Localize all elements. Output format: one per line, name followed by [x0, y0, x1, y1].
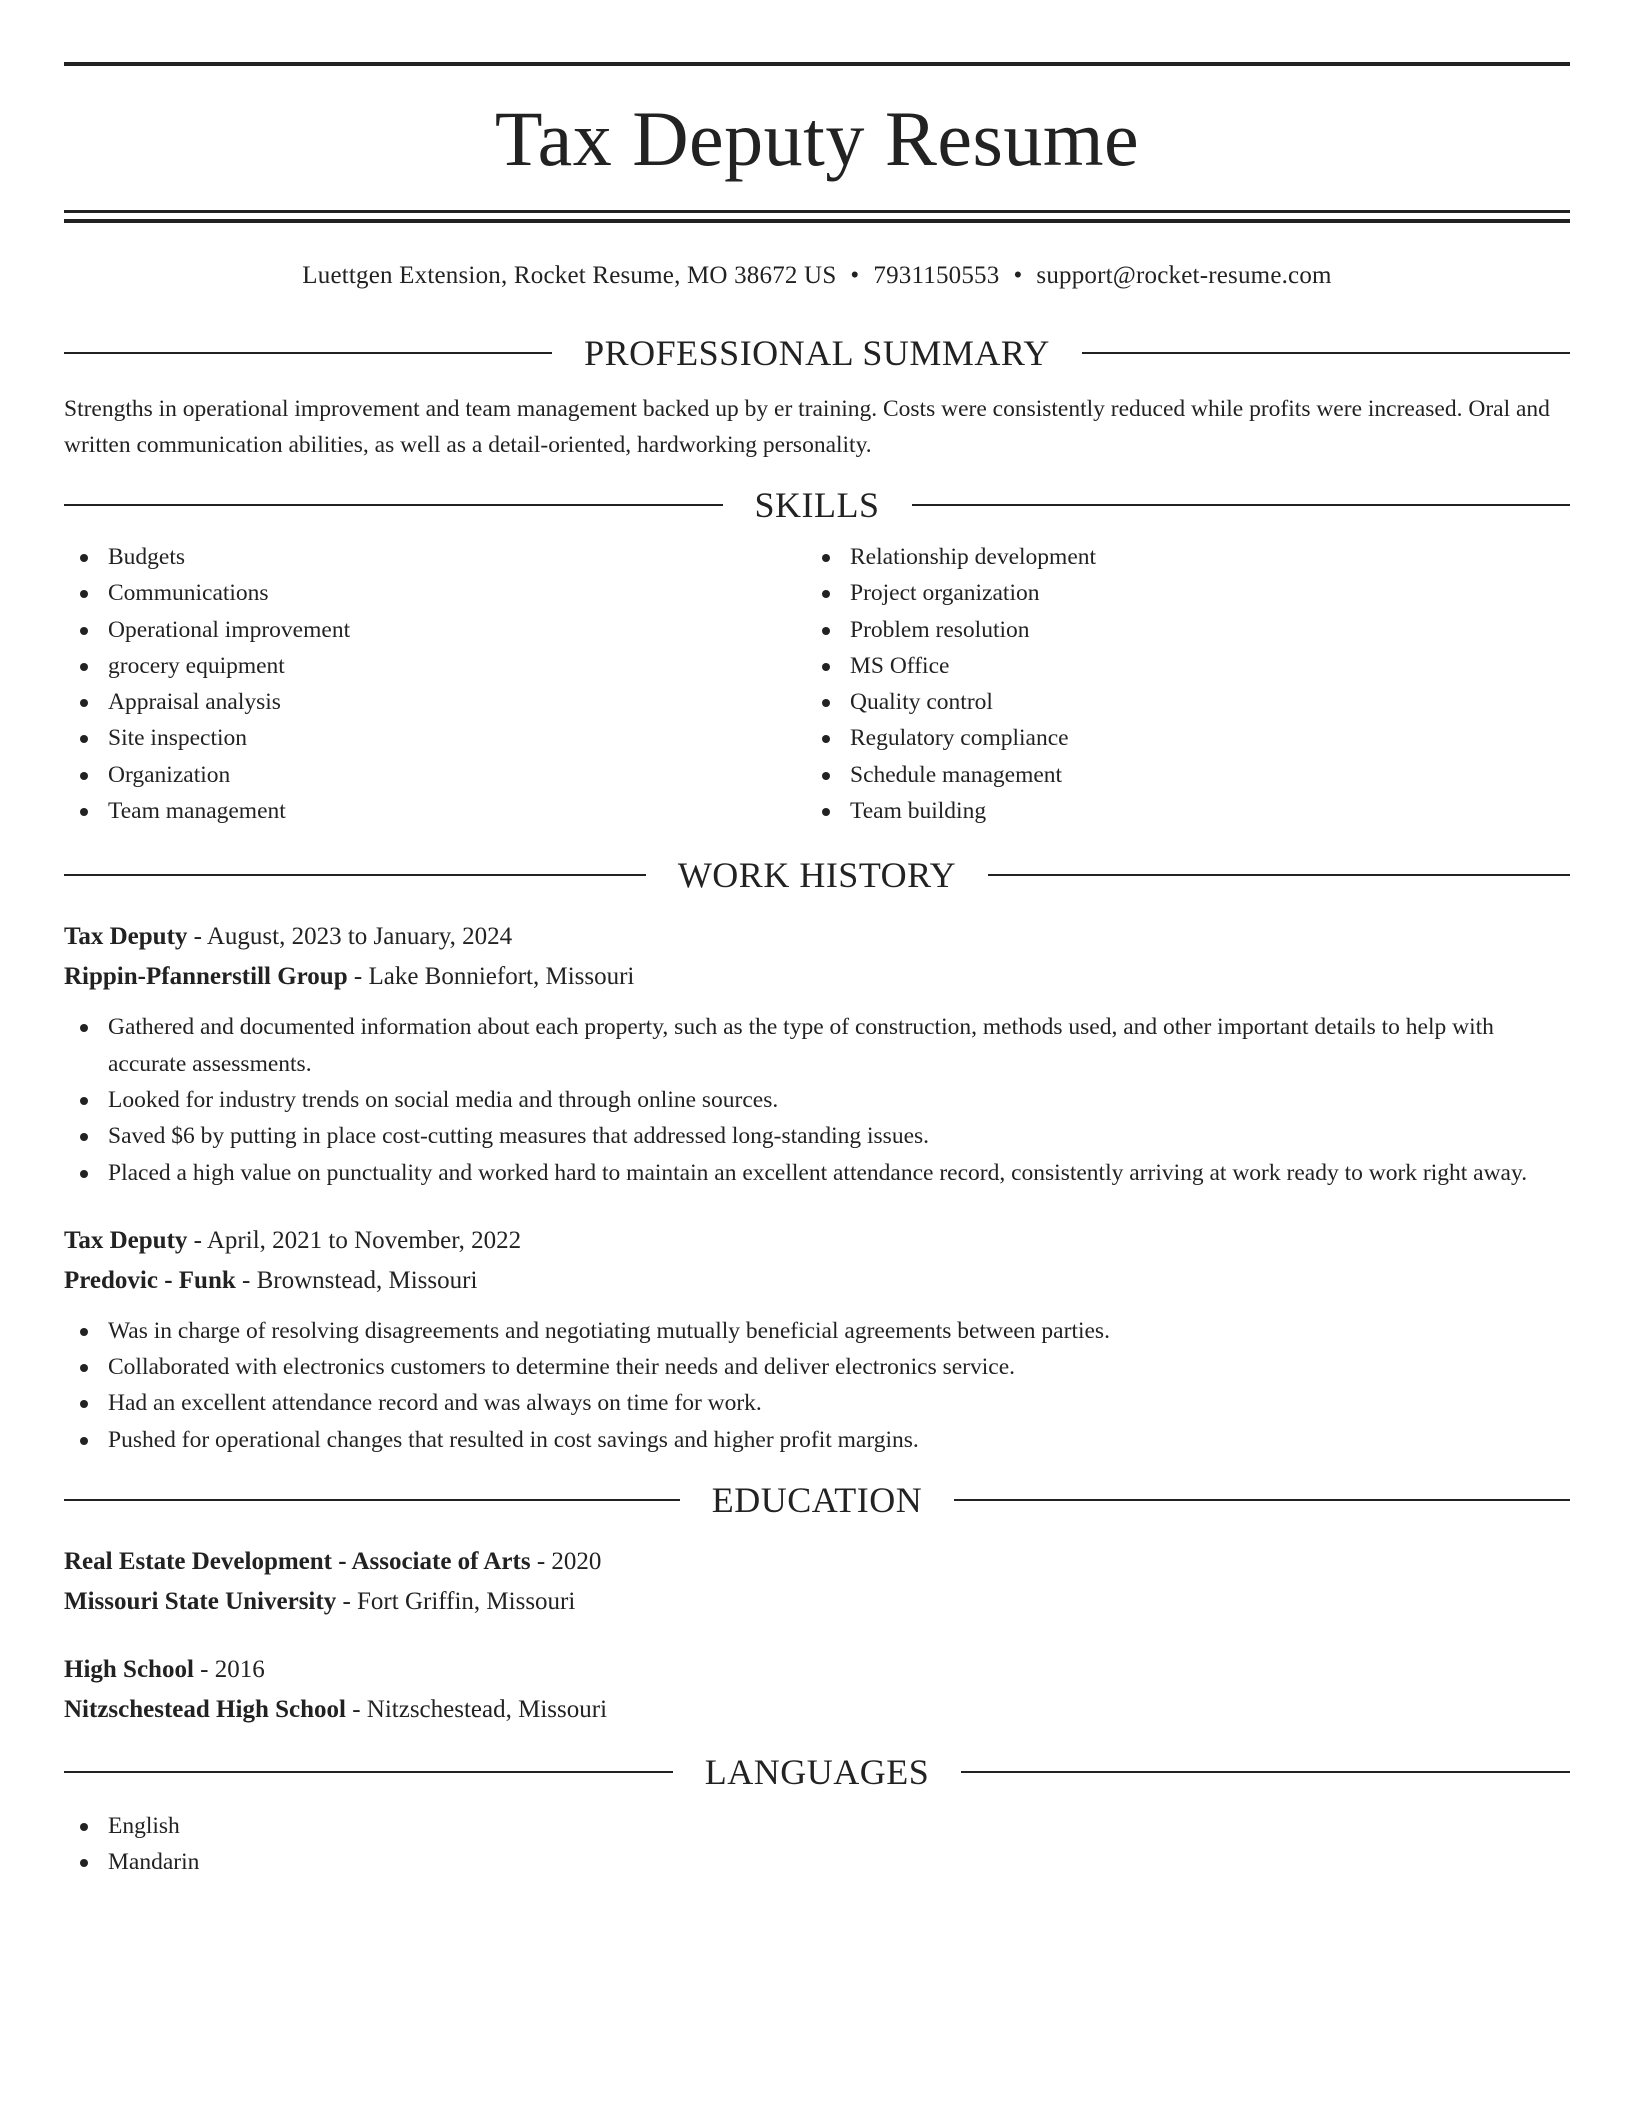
title-rule-lower	[64, 219, 1570, 223]
job-company: Predovic - Funk	[64, 1266, 236, 1294]
job-bullet: Placed a high value on punctuality and worked hard to maintain an excellent attendance record, consistently arriving at work ready to work right away.	[64, 1155, 1570, 1191]
skills-columns	[64, 539, 1570, 829]
skills-list-right	[806, 539, 1548, 829]
work-heading	[64, 855, 1570, 895]
education-heading-label: EDUCATION	[711, 1480, 923, 1521]
education-school-line	[64, 1690, 1570, 1730]
job-bullets	[64, 1009, 1570, 1190]
skill-item: Relationship development	[806, 539, 1548, 575]
contact-separator: •	[1013, 262, 1023, 289]
skill-item: Regulatory compliance	[806, 720, 1548, 756]
job-bullet: Was in charge of resolving disagreements and negotiating mutually beneficial agreements between parties.	[64, 1313, 1570, 1349]
heading-rule-left	[64, 1771, 673, 1773]
education-year: - 2016	[193, 1656, 265, 1684]
skill-item: Operational improvement	[64, 612, 806, 648]
heading-rule-right	[961, 1771, 1570, 1773]
job-bullet: Saved $6 by putting in place cost-cutting measures that addressed long-standing issues.	[64, 1118, 1570, 1154]
job-location: - Lake Bonniefort, Missouri	[347, 963, 635, 991]
language-item: Mandarin	[64, 1844, 1570, 1880]
job-company: Rippin-Pfannerstill Group	[64, 963, 348, 991]
skills-heading-label: SKILLS	[754, 485, 880, 525]
job-title-line	[64, 1221, 1570, 1261]
job-location: - Brownstead, Missouri	[235, 1266, 478, 1294]
heading-rule-right	[912, 504, 1571, 506]
job-bullets	[64, 1313, 1570, 1458]
contact-address: Luettgen Extension, Rocket Resume, MO 38672 US	[302, 262, 837, 289]
heading-rule-right	[988, 874, 1570, 876]
heading-rule-left	[64, 1499, 680, 1501]
skill-item: grocery equipment	[64, 648, 806, 684]
title-rule-upper	[64, 210, 1570, 213]
contact-email: support@rocket-resume.com	[1036, 262, 1332, 289]
skill-item: Organization	[64, 757, 806, 793]
skills-heading	[64, 485, 1570, 525]
job-bullet: Collaborated with electronics customers to determine their needs and deliver electronics service.	[64, 1349, 1570, 1385]
education-degree-line	[64, 1542, 1570, 1582]
languages-heading-label: LANGUAGES	[704, 1752, 930, 1793]
job-title: Tax Deputy	[64, 1226, 188, 1254]
education-school: Nitzschestead High School	[64, 1696, 346, 1724]
skill-item: Site inspection	[64, 720, 806, 756]
languages-list	[64, 1808, 1570, 1881]
heading-rule-right	[954, 1499, 1570, 1501]
job-title: Tax Deputy	[64, 923, 188, 951]
contact-separator: •	[850, 262, 860, 289]
education-degree-line	[64, 1650, 1570, 1690]
job-bullet: Gathered and documented information about each property, such as the type of construction, methods used, and other important details to help with accurate assessments.	[64, 1009, 1570, 1082]
contact-phone: 7931150553	[873, 262, 1000, 289]
education-year: - 2020	[530, 1548, 602, 1576]
job-dates: - August, 2023 to January, 2024	[187, 923, 513, 951]
skill-item: Team management	[64, 793, 806, 829]
job-bullet: Had an excellent attendance record and was always on time for work.	[64, 1385, 1570, 1421]
heading-rule-left	[64, 504, 723, 506]
job-company-line	[64, 1261, 1570, 1301]
education-entry	[64, 1650, 1570, 1730]
skill-item: Quality control	[806, 684, 1548, 720]
heading-rule-left	[64, 874, 646, 876]
summary-text: Strengths in operational improvement and team management backed up by er training. Costs were consistently reduced while profits were increased. Oral and written communication abilities, as well as a detail-oriented, hardworking personality.	[64, 396, 1550, 458]
job-company-line	[64, 957, 1570, 997]
education-degree: High School	[64, 1656, 194, 1684]
summary-heading	[64, 333, 1570, 373]
skills-list-left	[64, 539, 806, 829]
heading-rule-left	[64, 352, 552, 354]
job-entry	[64, 917, 1570, 1190]
resume-content	[64, 62, 1570, 1881]
skill-item: Appraisal analysis	[64, 684, 806, 720]
summary-heading-label: PROFESSIONAL SUMMARY	[584, 333, 1050, 373]
education-entry	[64, 1542, 1570, 1622]
skill-item: Schedule management	[806, 757, 1548, 793]
education-degree: Real Estate Development - Associate of Arts	[64, 1548, 531, 1576]
resume-title: Tax Deputy Resume	[494, 95, 1140, 182]
education-heading	[64, 1480, 1570, 1520]
job-bullet: Pushed for operational changes that resulted in cost savings and higher profit margins.	[64, 1422, 1570, 1458]
language-item: English	[64, 1808, 1570, 1844]
education-location: - Nitzschestead, Missouri	[345, 1696, 608, 1724]
skill-item: Project organization	[806, 575, 1548, 611]
job-dates: - April, 2021 to November, 2022	[187, 1226, 522, 1254]
skill-item: Team building	[806, 793, 1548, 829]
job-title-line	[64, 917, 1570, 957]
heading-rule-right	[1082, 352, 1570, 354]
education-school: Missouri State University	[64, 1588, 337, 1616]
contact-line	[64, 261, 1570, 291]
education-location: - Fort Griffin, Missouri	[336, 1588, 576, 1616]
skill-item: Communications	[64, 575, 806, 611]
skill-item: Problem resolution	[806, 612, 1548, 648]
job-entry	[64, 1221, 1570, 1458]
education-school-line	[64, 1582, 1570, 1622]
work-heading-label: WORK HISTORY	[677, 855, 957, 896]
languages-heading	[64, 1752, 1570, 1792]
job-bullet: Looked for industry trends on social media and through online sources.	[64, 1082, 1570, 1118]
skill-item: MS Office	[806, 648, 1548, 684]
skill-item: Budgets	[64, 539, 806, 575]
